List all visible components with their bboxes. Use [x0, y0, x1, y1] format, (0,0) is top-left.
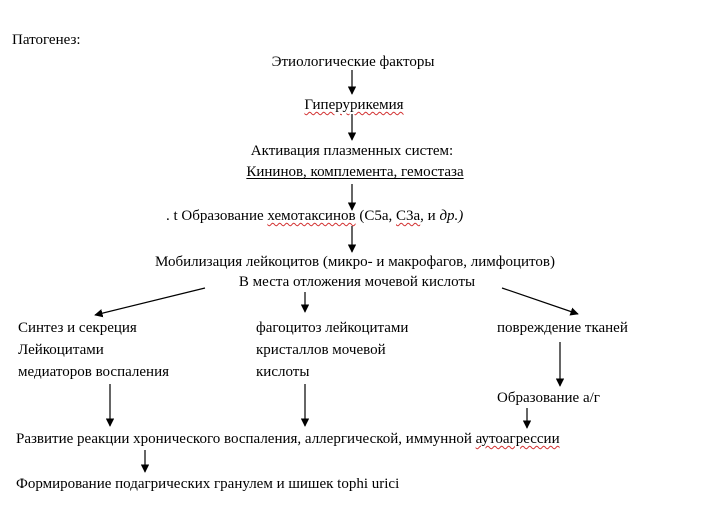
chemotaxins-word: хемотаксинов [267, 208, 356, 224]
node-chemotaxins [166, 207, 463, 225]
node-hyperuricemia: Гиперурикемия [304, 97, 404, 113]
node-synthesis-line1: Синтез и секреция [18, 320, 137, 336]
chemotaxins-mid: (С5а, [355, 208, 396, 224]
node-mobilization-line1: Мобилизация лейкоцитов (микро- и макрофагов, лимфоцитов) [155, 254, 555, 270]
node-etiology: Этиологические факторы [271, 54, 435, 70]
chronic-reaction-main: Развитие реакции хронического воспаления, аллергической, иммунной [16, 431, 476, 447]
node-antigen-formation: Образование а/г [497, 390, 600, 406]
chronic-reaction-autoaggression: аутоагрессии [475, 431, 560, 447]
node-synthesis-line3: медиаторов воспаления [18, 364, 169, 380]
node-phagocytosis-line2: кристаллов мочевой [256, 342, 386, 358]
node-phagocytosis-line1: фагоцитоз лейкоцитами [256, 320, 409, 336]
arrow-mobilization-to-damage [502, 288, 578, 314]
chemotaxins-c3a: С3а [396, 208, 421, 224]
diagram-title: Патогенез: [12, 32, 81, 48]
node-granuloma-formation: Формирование подагрических гранулем и шишек tophi urici [16, 476, 400, 492]
chemotaxins-and: , и [420, 208, 440, 224]
chemotaxins-etc: др.) [439, 208, 464, 224]
node-tissue-damage: повреждение тканей [497, 320, 628, 336]
node-phagocytosis-line3: кислоты [256, 364, 310, 380]
node-mobilization-line2: В места отложения мочевой кислоты [238, 274, 476, 290]
node-synthesis-line2: Лейкоцитами [18, 342, 104, 358]
chemotaxins-prefix: . t Образование [166, 208, 268, 224]
arrow-mobilization-to-synthesis [95, 288, 205, 315]
node-activation-line1: Активация плазменных систем: [250, 143, 454, 159]
node-chronic-reaction [16, 430, 560, 448]
node-activation-line2: Кининов, комплемента, гемостаза [246, 164, 464, 180]
